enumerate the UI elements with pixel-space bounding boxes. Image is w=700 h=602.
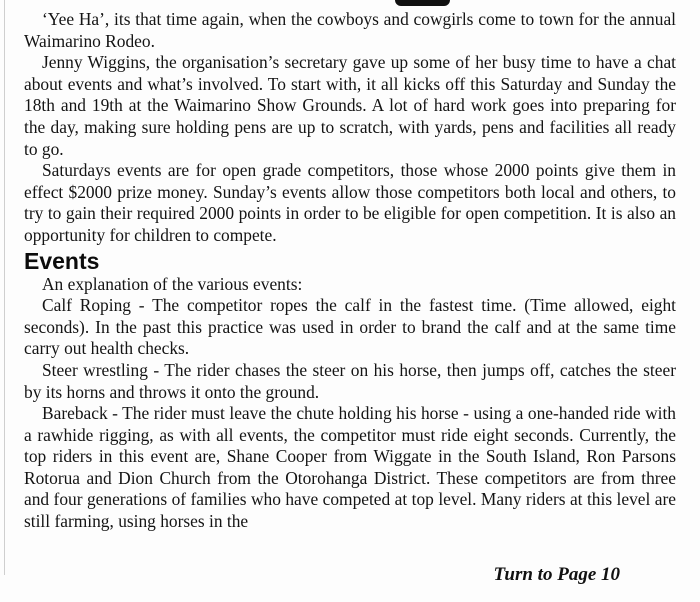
article-paragraph-intro-1: ‘Yee Ha’, its that time again, when the cowboys and cowgirls come to town for the annual Waimarino Rodeo. bbox=[24, 9, 676, 51]
top-ink-mark bbox=[395, 0, 450, 6]
turn-to-page-link: Turn to Page 10 bbox=[493, 564, 620, 585]
article-paragraph-intro-3: Saturdays events are for open grade competitors, those whose 2000 points give them in effect $2000 prize money. Sunday’s events allow those competitors both local and others, to try to gain their required 2000 points in order to be eligible for open competition. It is also an opportunity for children to compete. bbox=[24, 160, 676, 245]
rodeo-article bbox=[24, 9, 676, 533]
events-paragraph-steer-wrestling: Steer wrestling - The rider chases the steer on his horse, then jumps off, catches the steer by its horns and throws it onto the ground. bbox=[24, 359, 676, 402]
events-heading: Events bbox=[24, 247, 100, 274]
article-paragraph-intro-2: Jenny Wiggins, the organisation’s secretary gave up some of her busy time to have a chat about events and what’s involved. To start with, it all kicks off this Saturday and Sunday the 18th and 19th at the Waimarino Show Grounds. A lot of hard work goes into preparing for the day, making sure holding pens are up to scratch, with yards, pens and facilities all ready to go. bbox=[24, 52, 676, 159]
events-paragraph-bareback: Bareback - The rider must leave the chute holding his horse - using a one-handed ride with a rawhide rigging, as with all events, the competitor must ride eight seconds. Currently, the top riders in this event are, Shane Cooper from Wiggate in the South Island, Ron Parsons Rotorua and Dion Church from the Otorohanga District. These competitors are from three and four generations of families who have competed at top level. Many riders at this level are still farming, using horses in the bbox=[24, 403, 676, 532]
column-rule bbox=[4, 0, 5, 575]
events-paragraph-calf-roping: Calf Roping - The competitor ropes the calf in the fastest time. (Time allowed, eight seconds). In the past this practice was used in order to brand the calf and at the same time carry out health checks. bbox=[24, 295, 676, 359]
events-paragraph-1: An explanation of the various events: bbox=[42, 273, 303, 294]
